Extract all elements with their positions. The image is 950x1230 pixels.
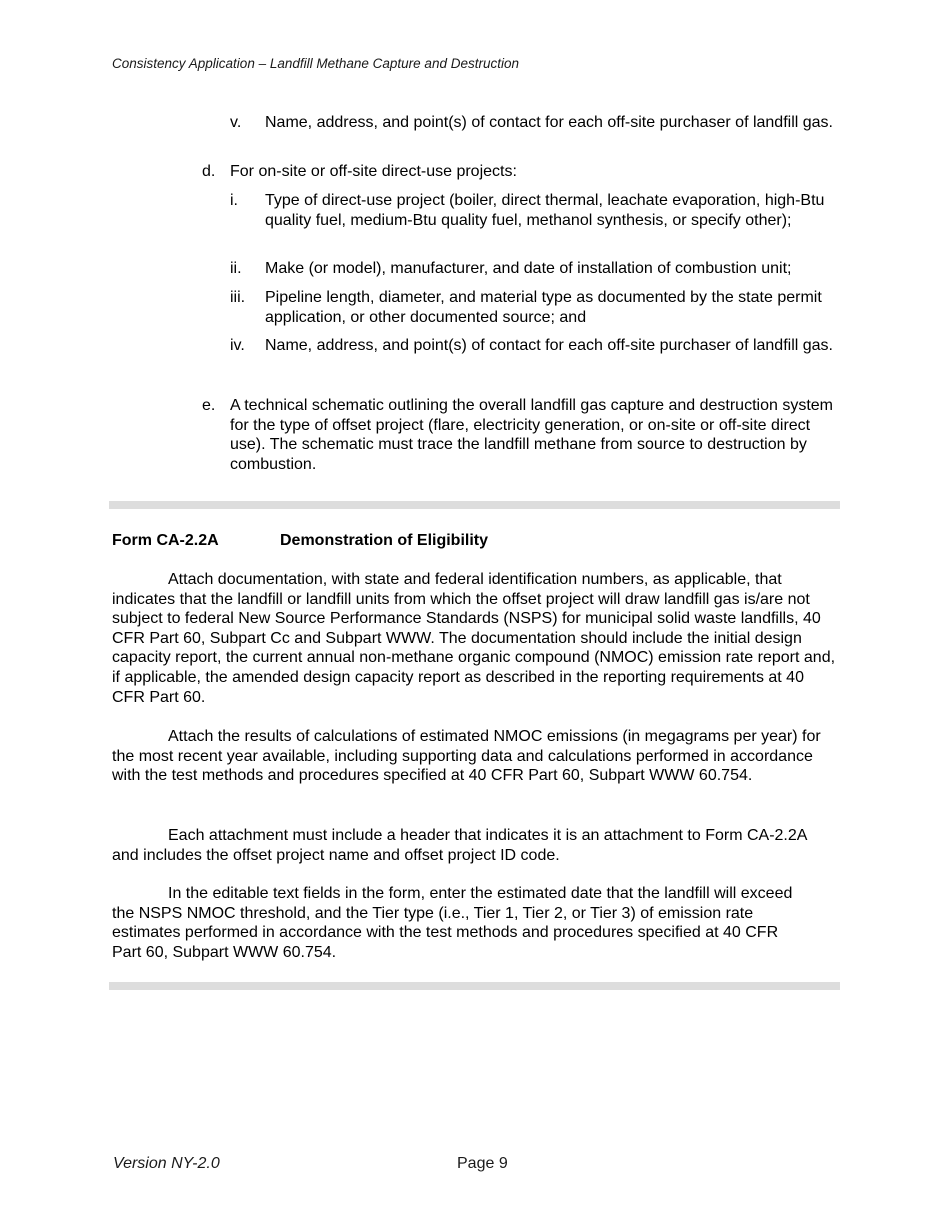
list-item-d bbox=[202, 162, 840, 182]
list-marker: iii. bbox=[230, 289, 246, 306]
list-marker: ii. bbox=[230, 260, 242, 277]
paragraph-documentation: Attach documentation, with state and federal identification numbers, as applicable, that indicates that the landfill or landfill units from which the offset project will draw landfill gas is/are not subject to federal New Source Performance Standards (NSPS) for municipal solid waste landfills, 40 CFR Part 60, Subpart Cc and Subpart WWW. The documentation should include the initial design capacity report, the current annual non-methane organic compound (NMOC) emission rate report and, if applicable, the amended design capacity report as described in the reporting requirements at 40 CFR Part 60. bbox=[112, 571, 836, 706]
list-item-text: Make (or model), manufacturer, and date of installation of combustion unit; bbox=[265, 260, 792, 277]
form-title: Demonstration of Eligibility bbox=[280, 532, 489, 549]
running-header: Consistency Application – Landfill Methane Capture and Destruction bbox=[112, 56, 519, 71]
list-item-e bbox=[202, 396, 840, 474]
sub-list-item-i bbox=[230, 191, 830, 230]
form-id: Form CA-2.2A bbox=[112, 532, 219, 549]
list-marker: v. bbox=[230, 114, 242, 131]
list-item-text: A technical schematic outlining the overall landfill gas capture and destruction system for the type of offset project (flare, electricity generation, or on-site or off-site direct use). The schematic must trace the landfill methane from source to destruction by combustion. bbox=[230, 397, 833, 473]
sub-list-item-ii bbox=[230, 259, 840, 279]
form-heading bbox=[112, 531, 488, 550]
list-item-text: Name, address, and point(s) of contact for each off-site purchaser of landfill gas. bbox=[265, 114, 833, 131]
list-marker: e. bbox=[202, 397, 216, 414]
list-item-text: For on-site or off-site direct-use projects: bbox=[230, 163, 517, 180]
list-item-text: Name, address, and point(s) of contact for each off-site purchaser of landfill gas. bbox=[265, 337, 833, 354]
section-divider-bar bbox=[109, 501, 840, 509]
section-divider-bar bbox=[109, 982, 840, 990]
list-item-text: Type of direct-use project (boiler, direct thermal, leachate evaporation, high-Btu quality fuel, medium-Btu quality fuel, methanol synthesis, or specify other); bbox=[265, 192, 825, 229]
footer-version: Version NY-2.0 bbox=[113, 1155, 220, 1172]
footer-page-number: Page 9 bbox=[457, 1155, 508, 1172]
list-marker: d. bbox=[202, 163, 216, 180]
paragraph-calculations: Attach the results of calculations of estimated NMOC emissions (in megagrams per year) for the most recent year available, including supporting data and calculations performed in accordance with the test methods and procedures specified at 40 CFR Part 60, Subpart WWW 60.754. bbox=[112, 728, 821, 785]
list-marker: i. bbox=[230, 192, 238, 209]
paragraph-attachment-header: Each attachment must include a header that indicates it is an attachment to Form CA-2.2A and includes the offset project name and offset project ID code. bbox=[112, 827, 807, 864]
list-marker: iv. bbox=[230, 337, 245, 354]
paragraph-editable-fields: In the editable text fields in the form, enter the estimated date that the landfill will exceed the NSPS NMOC threshold, and the Tier type (i.e., Tier 1, Tier 2, or Tier 3) of emission rate estimates performed in accordance with the test methods and procedures specified at 40 CFR Part 60, Subpart WWW 60.754. bbox=[112, 885, 793, 961]
list-item-v bbox=[230, 113, 840, 133]
sub-list-item-iii bbox=[230, 288, 830, 327]
sub-list-item-iv bbox=[230, 336, 840, 356]
list-item-text: Pipeline length, diameter, and material type as documented by the state permit application, or other documented source; and bbox=[265, 289, 822, 326]
